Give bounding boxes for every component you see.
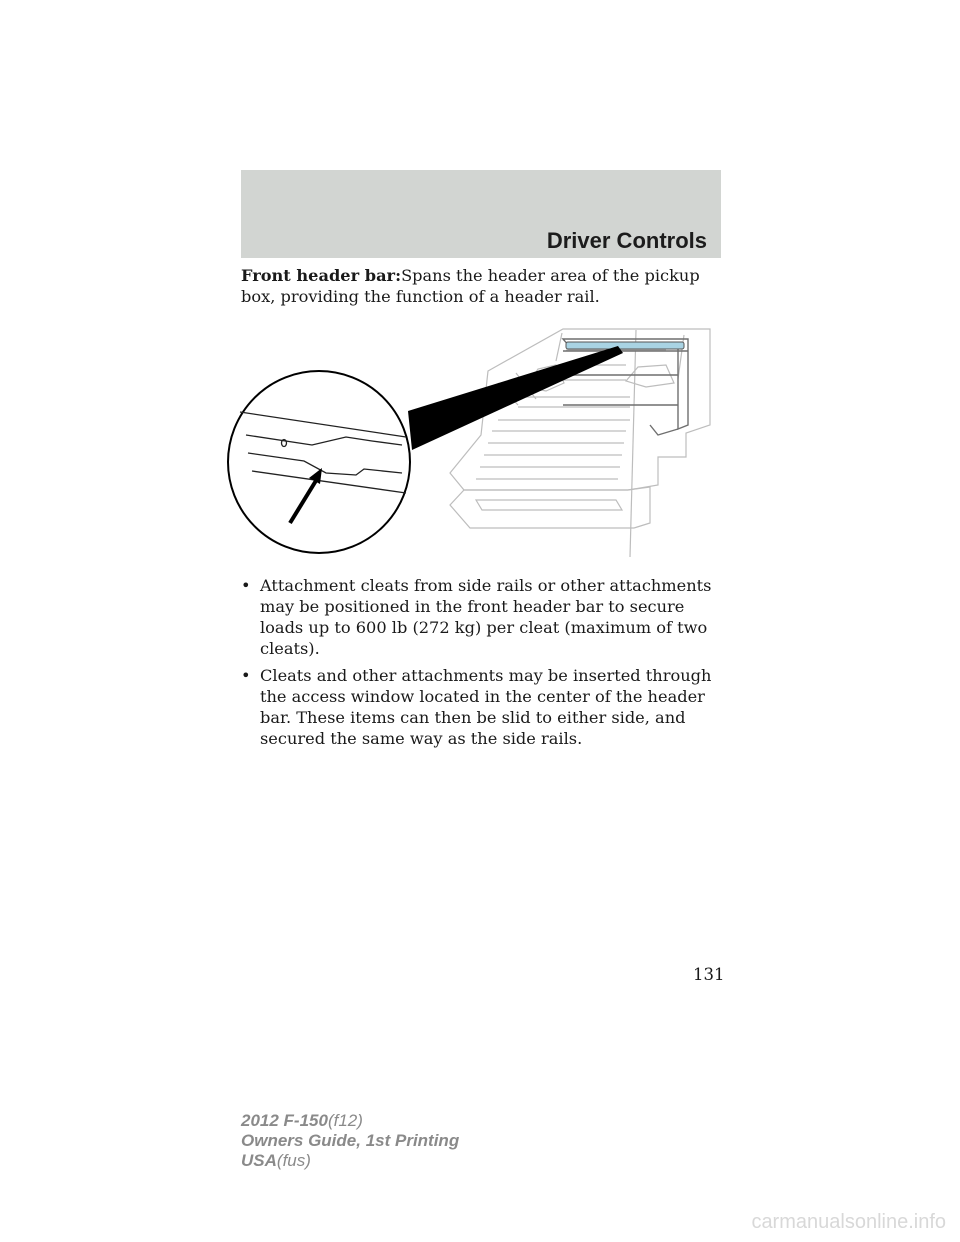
footer-printing: Owners Guide, 1st Printing [241,1131,460,1150]
bullet-text: Cleats and other attachments may be inserted through the access window located in the center of the header bar. These items can then be slid to either side, and secured the same way as the side rails. [260,666,712,748]
bullet-item [241,665,721,749]
tailgate-handle [476,500,622,510]
bullet-list [241,575,721,755]
bullet-glyph: • [241,666,251,685]
zoom-callout-wedge [408,346,623,450]
zoom-detail-circle [228,371,410,553]
header-bar-illustration [226,325,722,557]
edition-footer [241,1111,459,1171]
section-title: Driver Controls [546,228,707,253]
footer-market-code: (fus) [276,1151,311,1170]
section-header-band [241,170,721,258]
watermark-text: carmanualsonline.info [751,1211,946,1233]
intro-term: Front header bar: [241,266,402,285]
bullet-item [241,575,721,659]
footer-market: USA [241,1151,277,1170]
page-number: 131 [693,965,725,984]
intro-text: Spans the header area of the pickup box, providing the function of a header rail. [241,266,700,306]
footer-model-code: (f12) [327,1111,363,1130]
footer-model: 2012 F-150 [241,1111,328,1130]
bullet-text: Attachment cleats from side rails or other attachments may be positioned in the front header bar to secure loads up to 600 lb (272 kg) per cleat (maximum of two cleats). [260,576,712,658]
bullet-glyph: • [241,576,251,595]
highlighted-header-bar [566,342,684,349]
intro-paragraph [241,265,721,307]
